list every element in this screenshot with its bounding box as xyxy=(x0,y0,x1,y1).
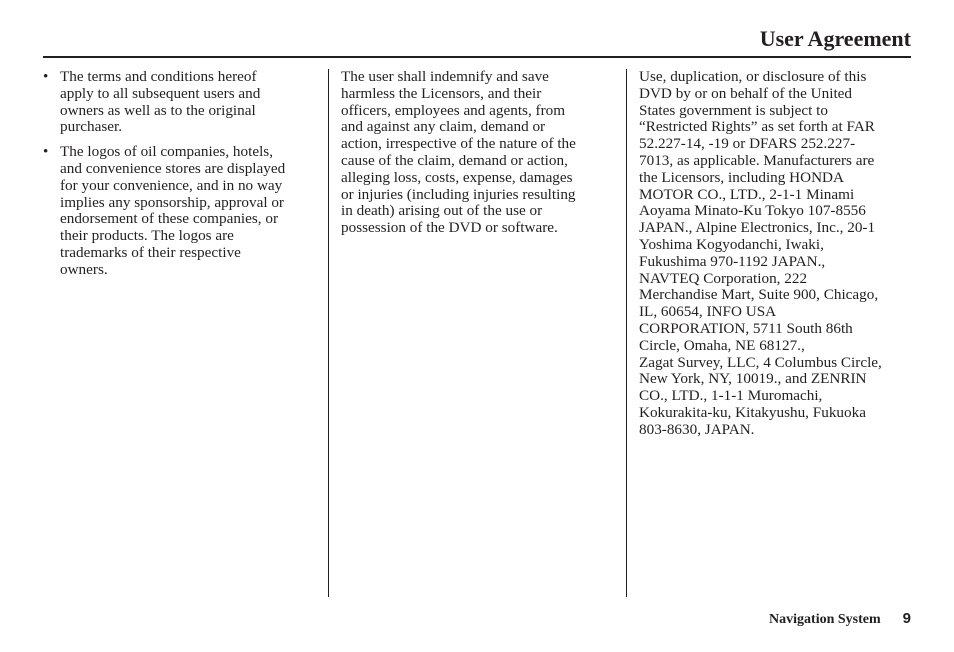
paragraph-line: officers, employees and agents, from xyxy=(341,101,566,119)
paragraph-line: DVD by or on behalf of the United xyxy=(639,84,852,102)
header-rule xyxy=(43,56,911,58)
paragraph-line: Kokurakita-ku, Kitakyushu, Fukuoka xyxy=(639,403,866,421)
paragraph-line: The user shall indemnify and save xyxy=(341,68,549,85)
column-3 xyxy=(639,69,914,439)
paragraph-line: JAPAN., Alpine Electronics, Inc., 20-1 xyxy=(639,219,876,237)
paragraph-line: Circle, Omaha, NE 68127., xyxy=(639,336,805,354)
bullet-line: for your convenience, and in no way xyxy=(60,176,283,194)
paragraph-line: New York, NY, 10019., and ZENRIN xyxy=(639,370,867,388)
paragraph-line: action, irrespective of the nature of the xyxy=(341,135,576,153)
paragraph-line: Yoshima Kogyodanchi, Iwaki, xyxy=(639,235,824,253)
paragraph-line: NAVTEQ Corporation, 222 xyxy=(639,269,808,287)
bullet-line: their products. The logos are xyxy=(60,227,234,245)
paragraph-line: Use, duplication, or disclosure of this xyxy=(639,68,867,85)
paragraph-line: harmless the Licensors, and their xyxy=(341,84,542,102)
page-title: User Agreement xyxy=(759,26,911,51)
bullet-icon: • xyxy=(43,68,49,85)
bullet-line: owners as well as to the original xyxy=(60,101,256,119)
paragraph-line: or injuries (including injuries resulting xyxy=(341,185,576,203)
paragraph-line: CORPORATION, 5711 South 86th xyxy=(639,319,853,337)
paragraph-line: and against any claim, demand or xyxy=(341,118,546,136)
bullet-line: implies any sponsorship, approval or xyxy=(60,193,284,211)
bullet-list xyxy=(43,69,313,279)
paragraph-line: the Licensors, including HONDA xyxy=(639,168,844,186)
bullet-line: The terms and conditions hereof xyxy=(60,68,257,85)
restricted-rights-paragraph xyxy=(639,69,914,439)
bullet-item-terms xyxy=(43,69,313,136)
column-1 xyxy=(43,69,313,287)
paragraph-line: cause of the claim, demand or action, xyxy=(341,151,568,169)
bullet-icon: • xyxy=(43,143,49,161)
paragraph-line: 52.227-14, -19 or DFARS 252.227- xyxy=(639,135,856,153)
paragraph-line: 7013, as applicable. Manufacturers are xyxy=(639,151,875,169)
paragraph-line: “Restricted Rights” as set forth at FAR xyxy=(639,118,875,136)
paragraph-line: MOTOR CO., LTD., 2-1-1 Minami xyxy=(639,185,855,203)
bullet-line: purchaser. xyxy=(60,118,122,136)
paragraph-line: 803-8630, JAPAN. xyxy=(639,420,755,438)
footer-section-label: Navigation System xyxy=(769,612,881,627)
page-footer xyxy=(769,610,911,629)
column-divider-1 xyxy=(328,69,329,597)
paragraph-line: alleging loss, costs, expense, damages xyxy=(341,168,573,186)
bullet-line: trademarks of their respective xyxy=(60,243,241,261)
paragraph-line: Zagat Survey, LLC, 4 Columbus Circle, xyxy=(639,353,882,371)
bullet-line: endorsement of these companies, or xyxy=(60,210,279,228)
bullet-item-logos xyxy=(43,144,313,278)
bullet-line: and convenience stores are displayed xyxy=(60,159,286,177)
column-divider-2 xyxy=(626,69,627,597)
column-2 xyxy=(341,69,609,237)
paragraph-line: Aoyama Minato-Ku Tokyo 107-8556 xyxy=(639,202,866,220)
paragraph-line: Merchandise Mart, Suite 900, Chicago, xyxy=(639,286,879,304)
page-number: 9 xyxy=(902,610,911,627)
paragraph-line: in death) arising out of the use or xyxy=(341,202,543,220)
paragraph-line: IL, 60654, INFO USA xyxy=(639,303,777,321)
bullet-line: apply to all subsequent users and xyxy=(60,84,261,102)
bullet-line: owners. xyxy=(60,260,108,278)
paragraph-line: possession of the DVD or software. xyxy=(341,219,558,237)
paragraph-line: Fukushima 970-1192 JAPAN., xyxy=(639,252,826,270)
paragraph-line: CO., LTD., 1-1-1 Muromachi, xyxy=(639,387,823,405)
paragraph-line: States government is subject to xyxy=(639,101,828,119)
indemnify-paragraph xyxy=(341,69,609,237)
bullet-line: The logos of oil companies, hotels, xyxy=(60,143,274,161)
